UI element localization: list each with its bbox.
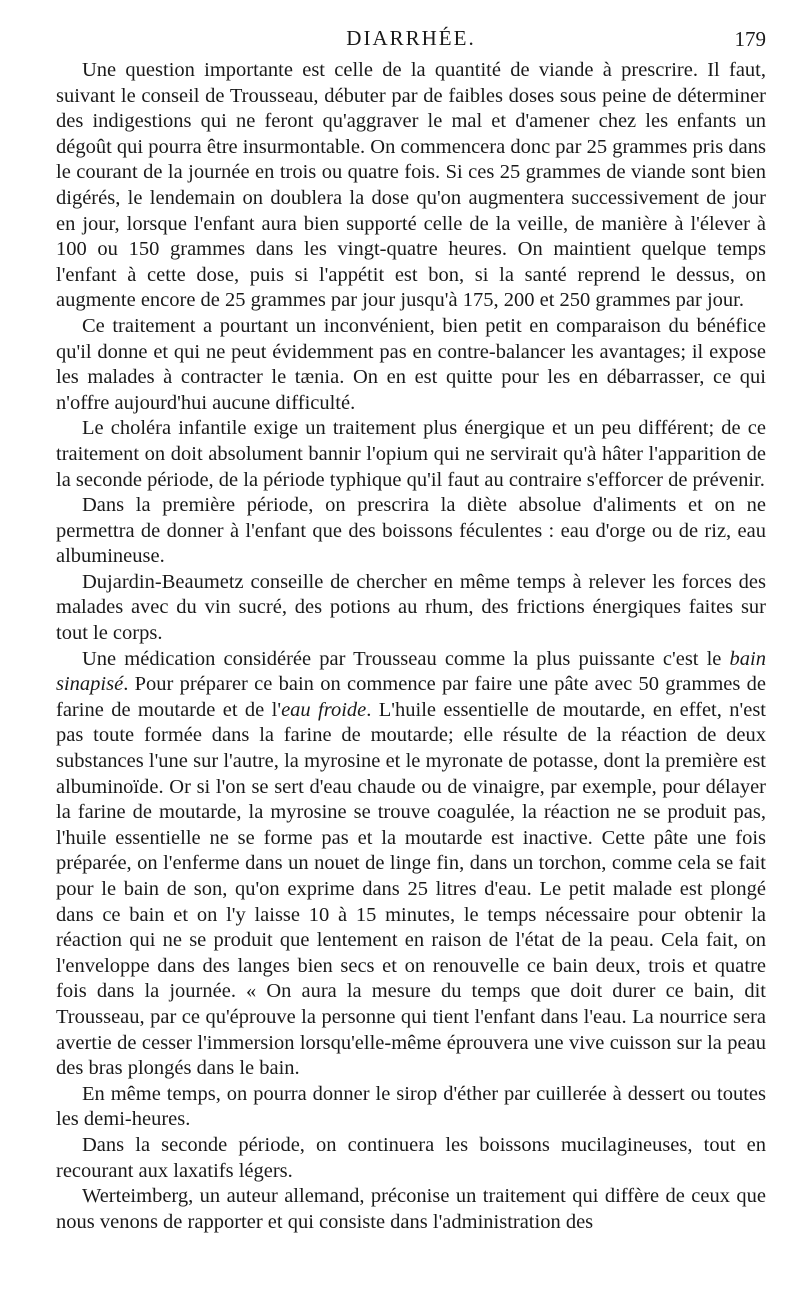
running-title: DIARRHÉE. [346, 26, 476, 50]
paragraph-ether-syrup: En même temps, on pourra donner le sirop d'éther par cuillerée à dessert ou toutes les demi-heures. [56, 1082, 766, 1131]
paragraph-mustard-bath [56, 647, 766, 1082]
paragraph-dujardin-beaumetz: Dujardin-Beaumetz conseille de chercher en même temps à relever les forces des malades avec du vin sucré, des potions au rhum, des frictions énergiques faites sur tout le corps. [56, 570, 766, 645]
mustard-bath-text-3: . L'huile essentielle de moutarde, en effet, n'est pas toute formée dans la farine de moutarde; elle résulte de la réaction de deux substances l'une sur l'autre, la myrosine et le myronate de potasse, dont la première est albuminoïde. Or si l'on se sert d'eau chaude ou de vinaigre, par exemple, pour délayer la farine de moutarde, la myrosine se trouve coagulée, la réaction ne se produit pas, l'huile essentielle ne se forme pas et la moutarde est inactive. Cette pâte une fois préparée, on l'enferme dans un nouet de linge fin, dans un torchon, comme cela se fait pour le bain de son, qu'on exprime dans 25 litres d'eau. Le petit malade est plongé dans ce bain et on l'y laisse 10 à 15 minutes, le temps nécessaire pour obtenir la réaction qui ne se produit que lentement en raison de l'état de la peau. Cela fait, on l'enveloppe dans des langes bien secs et on renouvelle ce bain deux, trois et quatre fois dans la journée. « On aura la mesure du temps que doit durer ce bain, dit Trousseau, par ce qu'éprouve la personne qui tient l'enfant dans l'eau. La nourrice sera avertie de cesser l'immersion lorsqu'elle-même éprouvera une vive cuisson sur la peau des bras plongés dans le bain. [56, 698, 766, 1080]
paragraph-first-period: Dans la première période, on prescrira la diète absolue d'aliments et on ne permettra de donner à l'enfant que des boissons féculentes : eau d'orge ou de riz, eau albumineuse. [56, 494, 766, 568]
body-text [56, 58, 766, 1235]
mustard-bath-text-2: . Pour préparer ce bain on commence par faire une pâte avec 50 grammes de farine de moutarde et de l' [56, 673, 766, 721]
page-number: 179 [734, 27, 766, 51]
paragraph-meat-quantity: Une question importante est celle de la quantité de viande à prescrire. Il faut, suivant le conseil de Trousseau, débuter par de faibles doses sous peine de déterminer des indigestions qui ne feront qu'aggraver le mal et d'amener chez les enfants un dégoût qui pourra être insurmontable. On commencera donc par 25 grammes pris dans le courant de la journée en trois ou quatre fois. Si ces 25 grammes de viande sont bien digérés, le lendemain on doublera la dose qu'on augmentera successivement de jour en jour, lorsque l'enfant aura bien supporté celle de la veille, de manière à l'élever à 100 ou 150 grammes dans les vingt-quatre heures. On maintient quelque temps l'enfant à cette dose, puis si l'appétit est bon, si la santé reprend le dessus, on augmente encore de 25 grammes par jour jusqu'à 175, 200 et 250 grammes par jour. [56, 59, 766, 312]
cold-water-term: eau froide [281, 698, 367, 721]
mustard-bath-term: bain sinapisé [56, 647, 766, 696]
mustard-bath-text-1: Une médication considérée par Trousseau comme la plus puissante c'est le [82, 647, 730, 670]
paragraph-infant-cholera: Le choléra infantile exige un traitement plus énergique et un peu différent; de ce traitement on doit absolument bannir l'opium qui ne servirait qu'à hâter l'apparition de la seconde période, de la période typhique qu'il faut au contraire s'efforcer de prévenir. [56, 417, 766, 491]
paragraph-werteimberg: Werteimberg, un auteur allemand, préconise un traitement qui diffère de ceux que nous venons de rapporter et qui consiste dans l'administration des [56, 1185, 766, 1233]
paragraph-treatment-drawback: Ce traitement a pourtant un inconvénient, bien petit en comparaison du bénéfice qu'il donne et qui ne peut évidemment pas en contre-balancer les avantages; il expose les malades à contracter le tænia. On en est quitte pour les en débarrasser, ce qui n'offre aujourd'hui aucune difficulté. [56, 314, 766, 414]
paragraph-second-period: Dans la seconde période, on continuera les boissons mucilagineuses, tout en recourant aux laxatifs légers. [56, 1133, 766, 1182]
running-header [56, 24, 766, 58]
